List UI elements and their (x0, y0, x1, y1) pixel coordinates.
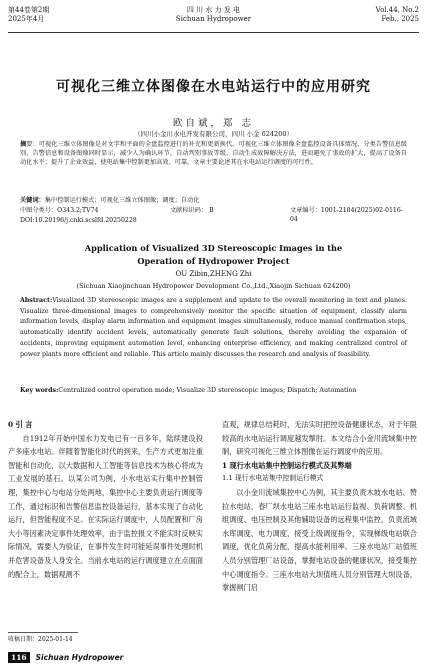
abstract-cn-label: 摘 (20, 141, 27, 148)
abstract-en-label: Abstract: (20, 297, 53, 304)
header-volume-en: Vol.44, No.2 (375, 6, 419, 14)
keywords-cn-label: 关键词： (20, 197, 45, 204)
section-1-1-paragraph: 以小金川流域集控中心为例，其主要负责木坡水电站、赞拉水电站、春厂坝水电站三座水电站运行监视、负荷调整、机组调度、电压控制及其他辅助设备的远程集中监控，负责流域水库调度、电力调度，接受上级调度指令，实现梯级电站联合调度，优化负荷分配，提高水能利用率。三座水电站厂站值班人员分别管理厂站设备，掌握电站设备的健康状况，接受集控中心调度指令。三座水电站大坝值班人员分别管理大坝设备，掌握闸门启 (222, 487, 417, 593)
body-column-right (222, 418, 417, 595)
header-volume: 第44卷第2期 (8, 6, 50, 14)
header-journal-en: Sichuan Hydropower (175, 15, 252, 23)
abstract-cn (20, 140, 407, 168)
footnote-rule (8, 632, 78, 633)
english-affiliation: (Sichuan Xiaojinchuan Hydropower Development Co.,Ltd.,Xiaojin Sichuan 624200) (76, 282, 351, 290)
running-header (8, 6, 419, 36)
header-date-en: Feb., 2025 (381, 15, 419, 23)
abstract-en-text: Visualized 3D stereoscopic images are a supplement and update to the overall monitoring in text and planes. Visualize three-dimensional images to comprehensively monitor the specific situation of equipment, classify alarm information levels, display alarm information and equipment images simultaneously, reduce manual confirmation steps, automatically identify accident levels, automatically generate fault solutions, thereby avoiding the expansion of accidents, improving equipment automation level, enhancing enterprise efficiency, and making centralized control of power plants more efficient and reliable. This article mainly discusses the research and analysis of feasibility. (20, 297, 407, 358)
page-footer (8, 652, 123, 663)
keywords-cn-text: 集中控制运行模式；可视化三维立体图像；调度；自动化 (44, 197, 200, 204)
article-number: 文章编号：1001-2184(2025)02-0116-04 (290, 207, 403, 223)
doi: DOI:10.20196/j.cnki.scslfd.20250228 (20, 217, 137, 224)
english-title-line1: Application of Visualized 3D Stereoscopic Images in the (84, 243, 343, 253)
article-title: 可视化三维立体图像在水电站运行中的应用研究 (56, 79, 371, 95)
english-title-line2: Operation of Hydropower Project (137, 256, 290, 266)
section-1-heading: 1 现行水电站集中控制运行模式及其弊端 (222, 460, 352, 470)
keywords-en-label: Key words: (20, 387, 59, 394)
footer-journal-name: Sichuan Hydropower (35, 653, 124, 662)
english-title (0, 242, 427, 268)
abstract-cn-text: 要：可视化三维立体图像是对文字和平面的全盘监控进行的补充和更新换代。可视化三维立体图像全盘监控设备具体情况，分类告警信息级别，告警信息和设备图像同时显示，减少人为确认环节，自动判别事故等级，自动生成故障解决方法，进而避免了事故的扩大，提高了设备自动化水平；提升了企业效益，使电站集中控制更加高效、可靠，文章主要论述其在水电站运行调度的可行性。 (20, 141, 408, 167)
keywords-en-text: Centralized control operation mode; Visualize 3D stereoscopic images; Dispatch; Automation (58, 387, 357, 394)
header-date-cn: 2025年4月 (8, 15, 45, 23)
article-affiliation: （四川小金川水电开发有限公司，四川 小金 624200） (134, 130, 293, 138)
document-code: 文献标识码： B (170, 207, 214, 214)
header-journal-cn: 四 川 水 力 发 电 (186, 6, 241, 14)
received-date: 收稿日期：2025-01-14 (8, 636, 73, 643)
header-journal (8, 6, 419, 24)
intro-continuation: 直观，规律总结耗时，无法实时把控设备健康状态，对于年限较高的水电站运行调度越发掣肘。本文结合小金川流域集中控制，研究可视化三维立体图像在运行调度中的应用。 (222, 420, 417, 457)
section-0-heading: 0 引 言 (8, 420, 33, 429)
clc-number: 中图分类号：O343.2;TV74 (20, 207, 99, 214)
article-authors: 欧自斌，郑 志 (172, 118, 255, 129)
abstract-en (20, 296, 407, 360)
section-0-paragraph: 自1912年开始中国水力发电已有一百多年，陆续建设投产多座水电站。伴随着智能化时代的到来，生产方式更加注重智能和自动化，以大数据和人工智能等信息技术为核心将成为工业发展的基石。以某公司为例，小水电站实行集中控制管理，集控中心与电站分处两地，集控中心主要负责运行调度等工作，通过标识和告警信息监控设备运行，基本实现了自动化运行，但智能程度不足。在实际运行调度中，人员配置和厂房大小等因素决定事件处理效率，由于监控报文不能实时反映实际情况，需要人为验证，在事件发生时可能延误事件处理时机并危害设备及人身安全。当前水电站的运行调度建立在点面面的配合上，数据观测不 (8, 433, 203, 579)
keywords-en (20, 386, 407, 396)
page-number: 116 (8, 652, 30, 663)
keywords-cn (20, 196, 407, 205)
body-column-left (8, 418, 203, 581)
english-authors: OU Zibin,ZHENG Zhi (175, 270, 252, 278)
section-1-1-heading: 1.1 现行水电站集中控制运行模式 (222, 474, 324, 483)
header-rule (8, 32, 419, 33)
header-issue-en (376, 6, 419, 24)
